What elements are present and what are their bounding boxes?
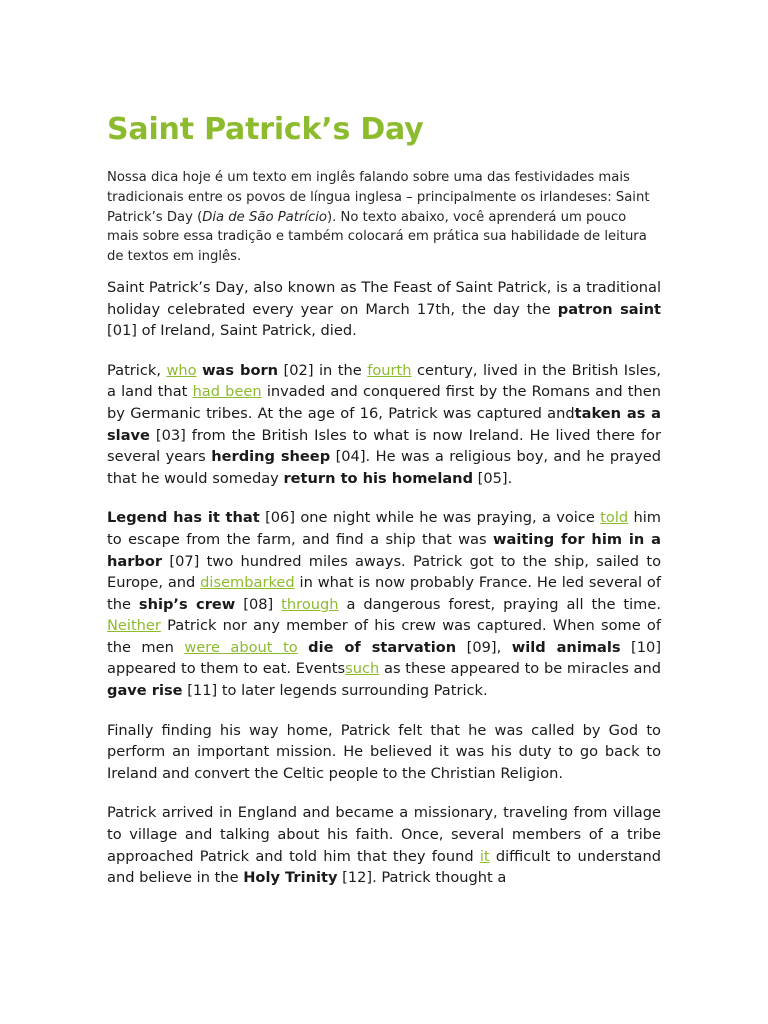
body-text: [11] to later legends surrounding Patrick. bbox=[182, 682, 488, 700]
body-text: Patrick, bbox=[107, 361, 167, 379]
vocab-term: waiting for him in a harbor bbox=[107, 530, 661, 570]
body-paragraph-4 bbox=[107, 720, 661, 785]
body-text: invaded and conquered first by the Romans and then by Germanic tribes. At the age of 16, Patrick was captured and bbox=[107, 383, 661, 422]
vocab-term: die of starvation bbox=[308, 638, 457, 656]
body-text: Patrick nor any member of his crew was captured. When some of the men bbox=[107, 617, 661, 656]
page-title: Saint Patrick’s Day bbox=[107, 112, 424, 147]
body-text: Saint Patrick’s Day, also known as The Feast of Saint Patrick, is a traditional holiday celebrated every year on March 17th, the day the bbox=[107, 278, 661, 318]
vocab-term: return to his homeland bbox=[283, 469, 474, 487]
vocab-term: patron saint bbox=[557, 300, 661, 318]
body-text: [01] of Ireland, Saint Patrick, died. bbox=[107, 322, 357, 340]
intro-text: Nossa dica hoje é um texto em inglês falando sobre uma das festividades mais tradicionais entre os povos de língua inglesa – principalmente os irlandeses: Saint Patrick’s Day ( bbox=[107, 170, 650, 225]
vocab-term: taken as a slave bbox=[107, 404, 662, 444]
grammar-link[interactable]: were about to bbox=[184, 638, 298, 656]
body-text: him to escape from the farm, and find a ship that was bbox=[107, 509, 661, 548]
grammar-link[interactable]: who bbox=[166, 361, 197, 379]
grammar-link[interactable]: such bbox=[345, 660, 380, 678]
grammar-link[interactable]: Neither bbox=[107, 617, 161, 635]
vocab-term: gave rise bbox=[107, 682, 183, 700]
intro-text: ). No texto abaixo, você aprenderá um pouco mais sobre essa tradição e também colocará em prática sua habilidade de leitura de textos em inglês. bbox=[107, 209, 647, 265]
body-paragraph-5 bbox=[107, 802, 661, 888]
body-paragraph-1 bbox=[107, 277, 661, 342]
body-paragraph-3 bbox=[107, 507, 661, 701]
grammar-link[interactable]: fourth bbox=[367, 361, 412, 379]
grammar-link[interactable]: through bbox=[281, 595, 339, 613]
vocab-term: wild animals bbox=[511, 638, 621, 656]
body-text bbox=[298, 639, 308, 656]
body-text: difficult to understand and believe in the bbox=[107, 847, 661, 887]
body-text: [09], bbox=[456, 638, 512, 656]
body-text: [10] appeared to them to eat. Events bbox=[107, 638, 662, 678]
intro-italic-text: Dia de São Patrício bbox=[202, 209, 327, 225]
vocab-term: herding sheep bbox=[211, 448, 331, 466]
vocab-term: was born bbox=[202, 361, 279, 379]
body-text: [04]. He was a religious boy, and he prayed that he would someday bbox=[107, 448, 662, 487]
body-text: a dangerous forest, praying all the time. bbox=[338, 595, 661, 613]
intro-paragraph bbox=[107, 168, 661, 267]
vocab-term: Holy Trinity bbox=[243, 869, 338, 887]
grammar-link[interactable]: told bbox=[600, 509, 629, 527]
body-text: [12]. Patrick thought a bbox=[337, 869, 507, 887]
grammar-link[interactable]: disembarked bbox=[200, 574, 295, 592]
body-text: as these appeared to be miracles and bbox=[379, 660, 661, 678]
body-text: century, lived in the British Isles, a land that bbox=[107, 361, 661, 401]
grammar-link[interactable]: it bbox=[479, 847, 490, 865]
body-text: [03] from the British Isles to what is now Ireland. He lived there for several years bbox=[107, 426, 661, 466]
body-text: Patrick arrived in England and became a missionary, traveling from village to village and talking about his faith. Once, several members of a tribe approached Patrick and told him that they found bbox=[107, 804, 661, 865]
body-paragraph-2 bbox=[107, 360, 661, 490]
body-text: in what is now probably France. He led several of the bbox=[107, 574, 661, 613]
body-text: [07] two hundred miles aways. Patrick got to the ship, sailed to Europe, and bbox=[107, 552, 661, 592]
body-text: Finally finding his way home, Patrick felt that he was called by God to perform an important mission. He believed it was his duty to go back to Ireland and convert the Celtic people to the Christian Religion. bbox=[107, 721, 661, 782]
vocab-term: ship’s crew bbox=[138, 595, 236, 613]
body-text: [06] one night while he was praying, a voice bbox=[259, 509, 601, 527]
body-text: [05]. bbox=[473, 469, 513, 487]
grammar-link[interactable]: had been bbox=[192, 383, 262, 401]
body-text: [02] in the bbox=[278, 361, 368, 379]
body-text: [08] bbox=[235, 595, 282, 613]
vocab-term: Legend has it that bbox=[107, 509, 260, 527]
